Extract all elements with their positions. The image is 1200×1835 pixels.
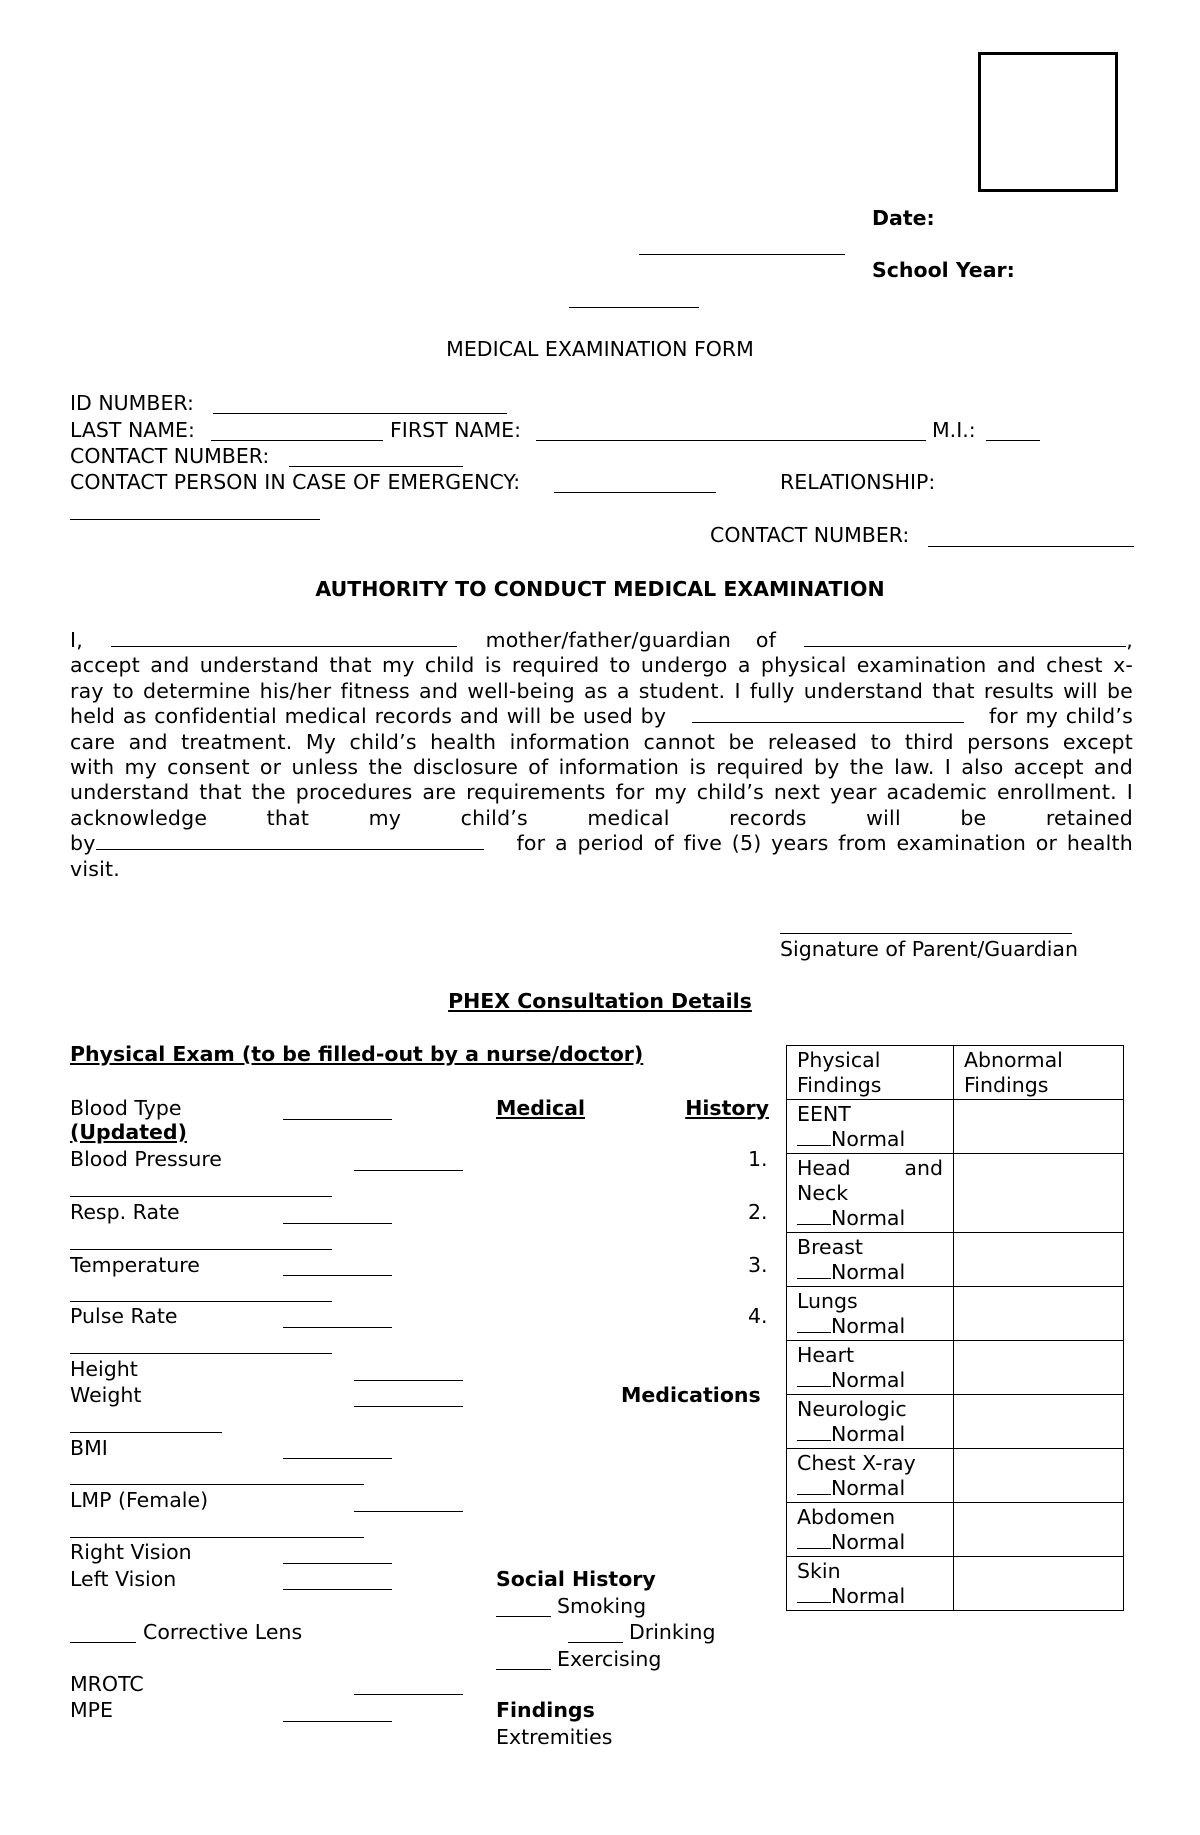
- resp-rate-label: Resp. Rate: [70, 1200, 180, 1224]
- medical-history-heading: Medical History: [496, 1096, 769, 1120]
- date-field[interactable]: [639, 254, 845, 255]
- mpe-label: MPE: [70, 1698, 114, 1722]
- bmi-label: BMI: [70, 1436, 108, 1460]
- weight-field-2[interactable]: [70, 1432, 222, 1433]
- photo-box: [978, 52, 1118, 192]
- form-title: MEDICAL EXAMINATION FORM: [446, 337, 754, 361]
- table-row: Lungs Normal: [787, 1287, 1124, 1341]
- blood-pressure-field-2[interactable]: [70, 1196, 332, 1197]
- lmp-field-2[interactable]: [70, 1537, 364, 1538]
- last-name-label: LAST NAME:: [70, 418, 195, 442]
- relationship-field[interactable]: [70, 519, 320, 520]
- school-year-field[interactable]: [569, 307, 699, 308]
- abnormal-cell[interactable]: [954, 1449, 1124, 1503]
- table-row: Neurologic Normal: [787, 1395, 1124, 1449]
- temperature-field[interactable]: [283, 1275, 392, 1276]
- table-row: Abdomen Normal: [787, 1503, 1124, 1557]
- table-row: EENT Normal: [787, 1100, 1124, 1154]
- normal-checkbox[interactable]: [797, 1127, 831, 1146]
- abnormal-cell[interactable]: [954, 1154, 1124, 1233]
- abnormal-cell[interactable]: [954, 1557, 1124, 1611]
- contact-number-field[interactable]: [289, 466, 463, 467]
- table-row: Chest X-ray Normal: [787, 1449, 1124, 1503]
- right-vision-field[interactable]: [283, 1563, 392, 1564]
- signature-label: Signature of Parent/Guardian: [780, 937, 1078, 961]
- temperature-field-2[interactable]: [70, 1301, 332, 1302]
- normal-checkbox[interactable]: [797, 1260, 831, 1279]
- drinking-checkbox[interactable]: [568, 1642, 623, 1643]
- abnormal-cell[interactable]: [954, 1341, 1124, 1395]
- school-year-label: School Year:: [872, 258, 1015, 282]
- phex-title: PHEX Consultation Details: [448, 989, 752, 1013]
- history-item-2: 2.: [748, 1200, 768, 1224]
- corrective-lens-label: Corrective Lens: [143, 1620, 303, 1644]
- normal-checkbox[interactable]: [797, 1584, 831, 1603]
- left-vision-field[interactable]: [283, 1589, 392, 1590]
- lmp-field[interactable]: [354, 1511, 463, 1512]
- consent-paragraph: I, mother/father/guardian of , accept and understand that my child is required to undergo a physical examination and chest x- ray to determine his/her fitness and well-being as a student. I fully understand that results will be held as confidential medical records and will be used by for my child’s care and treatment. My child’s health information cannot be released to third persons except with my consent or unless the disclosure of information is required by the law. I also accept and understand that the procedures are requirements for my child’s next year academic enrollment. I acknowledge that my child’s medical records will be retained by for a period of five (5) years from examination or health visit.: [70, 628, 1133, 881]
- blood-pressure-field[interactable]: [354, 1170, 463, 1171]
- physical-findings-header: Physical Findings: [787, 1046, 954, 1100]
- child-name-field[interactable]: [804, 628, 1126, 647]
- normal-checkbox[interactable]: [797, 1206, 831, 1225]
- findings-table: [786, 1045, 1124, 1611]
- smoking-label: Smoking: [557, 1594, 647, 1618]
- consent-line-1: I, mother/father/guardian of ,: [70, 628, 1133, 652]
- lmp-label: LMP (Female): [70, 1488, 209, 1512]
- exercising-checkbox[interactable]: [496, 1669, 551, 1670]
- abnormal-cell[interactable]: [954, 1100, 1124, 1154]
- table-row: Skin Normal: [787, 1557, 1124, 1611]
- corrective-lens-checkbox[interactable]: [70, 1642, 136, 1643]
- id-number-field[interactable]: [213, 413, 507, 414]
- height-field[interactable]: [354, 1380, 463, 1381]
- history-item-4: 4.: [748, 1304, 768, 1328]
- contact-number-label: CONTACT NUMBER:: [70, 444, 270, 468]
- abnormal-findings-header: Abnormal Findings: [954, 1046, 1124, 1100]
- row-label: EENT: [797, 1102, 851, 1126]
- blood-pressure-label: Blood Pressure: [70, 1147, 222, 1171]
- abnormal-cell[interactable]: [954, 1287, 1124, 1341]
- mi-label: M.I.:: [932, 418, 976, 442]
- blood-type-label: Blood Type: [70, 1096, 182, 1120]
- drinking-label: Drinking: [629, 1620, 716, 1644]
- social-history-heading: Social History: [496, 1567, 656, 1591]
- left-vision-label: Left Vision: [70, 1567, 177, 1591]
- relationship-label: RELATIONSHIP:: [780, 470, 936, 494]
- findings-heading: Findings: [496, 1698, 595, 1722]
- normal-checkbox[interactable]: [797, 1314, 831, 1333]
- contact-number-2-label: CONTACT NUMBER:: [710, 523, 910, 547]
- mi-field[interactable]: [986, 440, 1040, 441]
- last-name-field[interactable]: [211, 440, 383, 441]
- signature-line[interactable]: [780, 933, 1072, 934]
- mpe-field[interactable]: [283, 1721, 392, 1722]
- pulse-rate-label: Pulse Rate: [70, 1304, 178, 1328]
- extremities-label: Extremities: [496, 1725, 613, 1749]
- table-row: Breast Normal: [787, 1233, 1124, 1287]
- resp-rate-field[interactable]: [283, 1223, 392, 1224]
- table-row: Head and Neck Normal: [787, 1154, 1124, 1233]
- history-item-3: 3.: [748, 1253, 768, 1277]
- normal-checkbox[interactable]: [797, 1530, 831, 1549]
- records-retainer-field[interactable]: [96, 831, 484, 850]
- abnormal-cell[interactable]: [954, 1395, 1124, 1449]
- normal-checkbox[interactable]: [797, 1476, 831, 1495]
- bmi-field-2[interactable]: [70, 1484, 364, 1485]
- resp-rate-field-2[interactable]: [70, 1249, 332, 1250]
- pulse-rate-field[interactable]: [283, 1327, 392, 1328]
- right-vision-label: Right Vision: [70, 1540, 192, 1564]
- findings-table-header: [787, 1046, 1124, 1100]
- first-name-label: FIRST NAME:: [390, 418, 522, 442]
- mrotc-label: MROTC: [70, 1672, 144, 1696]
- weight-label: Weight: [70, 1383, 142, 1407]
- table-row: Heart Normal: [787, 1341, 1124, 1395]
- records-user-field[interactable]: [692, 704, 964, 723]
- mrotc-field[interactable]: [354, 1694, 463, 1695]
- medications-heading: Medications: [621, 1383, 761, 1407]
- abnormal-cell[interactable]: [954, 1503, 1124, 1557]
- emergency-contact-field[interactable]: [554, 492, 716, 493]
- temperature-label: Temperature: [70, 1253, 200, 1277]
- blood-type-field[interactable]: [283, 1119, 392, 1120]
- normal-checkbox[interactable]: [797, 1368, 831, 1387]
- authority-heading: AUTHORITY TO CONDUCT MEDICAL EXAMINATION: [315, 577, 885, 601]
- first-name-field[interactable]: [536, 440, 926, 441]
- physical-exam-heading: Physical Exam (to be filled-out by a nurse/doctor): [70, 1042, 644, 1066]
- history-item-1: 1.: [748, 1147, 768, 1171]
- pulse-rate-field-2[interactable]: [70, 1353, 332, 1354]
- smoking-checkbox[interactable]: [496, 1616, 551, 1617]
- exercising-label: Exercising: [557, 1647, 662, 1671]
- normal-checkbox[interactable]: [797, 1422, 831, 1441]
- abnormal-cell[interactable]: [954, 1233, 1124, 1287]
- emergency-contact-label: CONTACT PERSON IN CASE OF EMERGENCY:: [70, 470, 521, 494]
- bmi-field[interactable]: [283, 1458, 392, 1459]
- height-label: Height: [70, 1357, 138, 1381]
- parent-name-field[interactable]: [111, 628, 457, 647]
- updated-label: (Updated): [70, 1120, 187, 1144]
- date-label: Date:: [872, 206, 935, 230]
- weight-field[interactable]: [354, 1406, 463, 1407]
- contact-number-2-field[interactable]: [928, 546, 1134, 547]
- id-number-label: ID NUMBER:: [70, 391, 194, 415]
